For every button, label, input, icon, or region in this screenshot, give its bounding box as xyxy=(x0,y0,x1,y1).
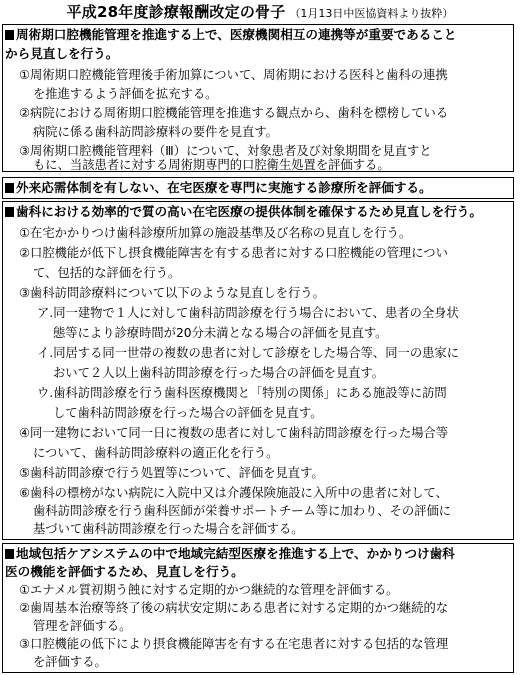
list-item: ⑤歯科訪問診療で行う処置等について、評価を見直す。 xyxy=(19,466,324,480)
list-subitem: して歯科訪問診療を行った場合の評価を見直す。 xyxy=(53,406,323,420)
title-note: （1月13日中医協資料より抜粋） xyxy=(289,7,454,20)
section-home-care-clinic xyxy=(2,177,514,199)
list-subitem: 態等により診療時間が20分未満となる場合の評価を見直す。 xyxy=(53,326,388,340)
list-item: ③口腔機能の低下により摂食機能障害を有する在宅患者に対する包括的な管理 xyxy=(19,637,449,651)
list-item: ③歯科訪問診療料について以下のような見直しを行う。 xyxy=(19,286,325,300)
section-heading-line: 外来応需体制を有しない、在宅医療を専門に実施する診療所を評価する。 xyxy=(5,180,432,196)
list-item: を評価する。 xyxy=(33,655,107,669)
list-item: について、歯科訪問診療料の適正化を行う。 xyxy=(33,446,279,460)
page-title xyxy=(0,0,520,24)
square-bullet-icon xyxy=(5,207,14,217)
list-subitem: イ.同居する同一世帯の複数の患者に対して診療をした場合等、同一の患家に xyxy=(37,346,460,360)
square-bullet-icon xyxy=(5,30,14,40)
section-community-care xyxy=(2,543,514,673)
section-dental-home-care xyxy=(2,201,514,540)
section-heading-line: から見直しを行う。 xyxy=(5,46,119,61)
section-heading-line: 歯科における効率的で質の高い在宅医療の提供体制を確保するため見直しを行う。 xyxy=(5,204,482,220)
section-heading-line: 地域包括ケアシステムの中で地域完結型医療を推進する上で、かかりつけ歯科 xyxy=(5,546,455,562)
list-item: ②歯周基本治療等終了後の病状安定期にある患者に対する定期的かつ継続的な xyxy=(19,601,449,615)
list-item: て、包括的な評価を行う。 xyxy=(33,266,181,280)
list-subitem: ウ.歯科訪問診療を行う歯科医療機関と「特別の関係」にある施設等に訪問 xyxy=(37,386,447,400)
section-heading-line: 周術期口腔機能管理を推進する上で、医療機関相互の連携等が重要であること xyxy=(5,27,457,43)
list-item: 病院に係る歯科訪問診療料の要件を見直す。 xyxy=(33,125,278,139)
list-item: ②病院における周術期口腔機能管理を推進する観点から、歯科を標榜している xyxy=(19,106,449,120)
section-heading-line: 医の機能を評価するため、見直しを行う。 xyxy=(5,564,244,579)
list-item: ⑥歯科の標榜がない病院に入院中又は介護保険施設に入所中の患者に対して、 xyxy=(19,486,448,500)
list-item: ①周術期口腔機能管理後手術加算について、周術期における医科と歯科の連携 xyxy=(19,68,448,82)
square-bullet-icon xyxy=(5,183,14,193)
list-item: ③周術期口腔機能管理料（Ⅲ）について、対象患者及び対象期間を見直すと xyxy=(19,144,432,158)
list-item: 歯科訪問診療を行う歯科医師が栄養サポートチーム等に加わり、その評価に xyxy=(33,504,452,518)
list-item: もに、当該患者に対する周術期専門的口腔衛生処置を評価する。 xyxy=(33,158,390,172)
list-item: ②口腔機能が低下し摂食機能障害を有する患者に対する口腔機能の管理につい xyxy=(19,246,448,260)
list-subitem: おいて２人以上歯科訪問診療を行った場合の評価を見直す。 xyxy=(53,366,385,380)
section-perioperative xyxy=(2,24,514,172)
list-item: ①エナメル質初期う蝕に対する定期的かつ継続的な管理を評価する。 xyxy=(19,583,399,597)
list-subitem: ア.同一建物で１人に対して歯科訪問診療を行う場合において、患者の全身状 xyxy=(37,306,459,320)
list-item: ④同一建物において同一日に複数の患者に対して歯科訪問診療を行った場合等 xyxy=(19,426,449,440)
list-item: 管理を評価する。 xyxy=(33,619,132,633)
square-bullet-icon xyxy=(5,549,14,559)
list-item: ①在宅かかりつけ歯科診療所加算の施設基準及び名称の見直しを行う。 xyxy=(19,226,412,240)
list-item: を推進するよう評価を拡充する。 xyxy=(33,87,218,101)
list-item: 基づいて歯科訪問診療を行った場合を評価する。 xyxy=(33,522,304,536)
title-main: 平成28年度診療報酬改定の骨子 xyxy=(66,3,286,21)
